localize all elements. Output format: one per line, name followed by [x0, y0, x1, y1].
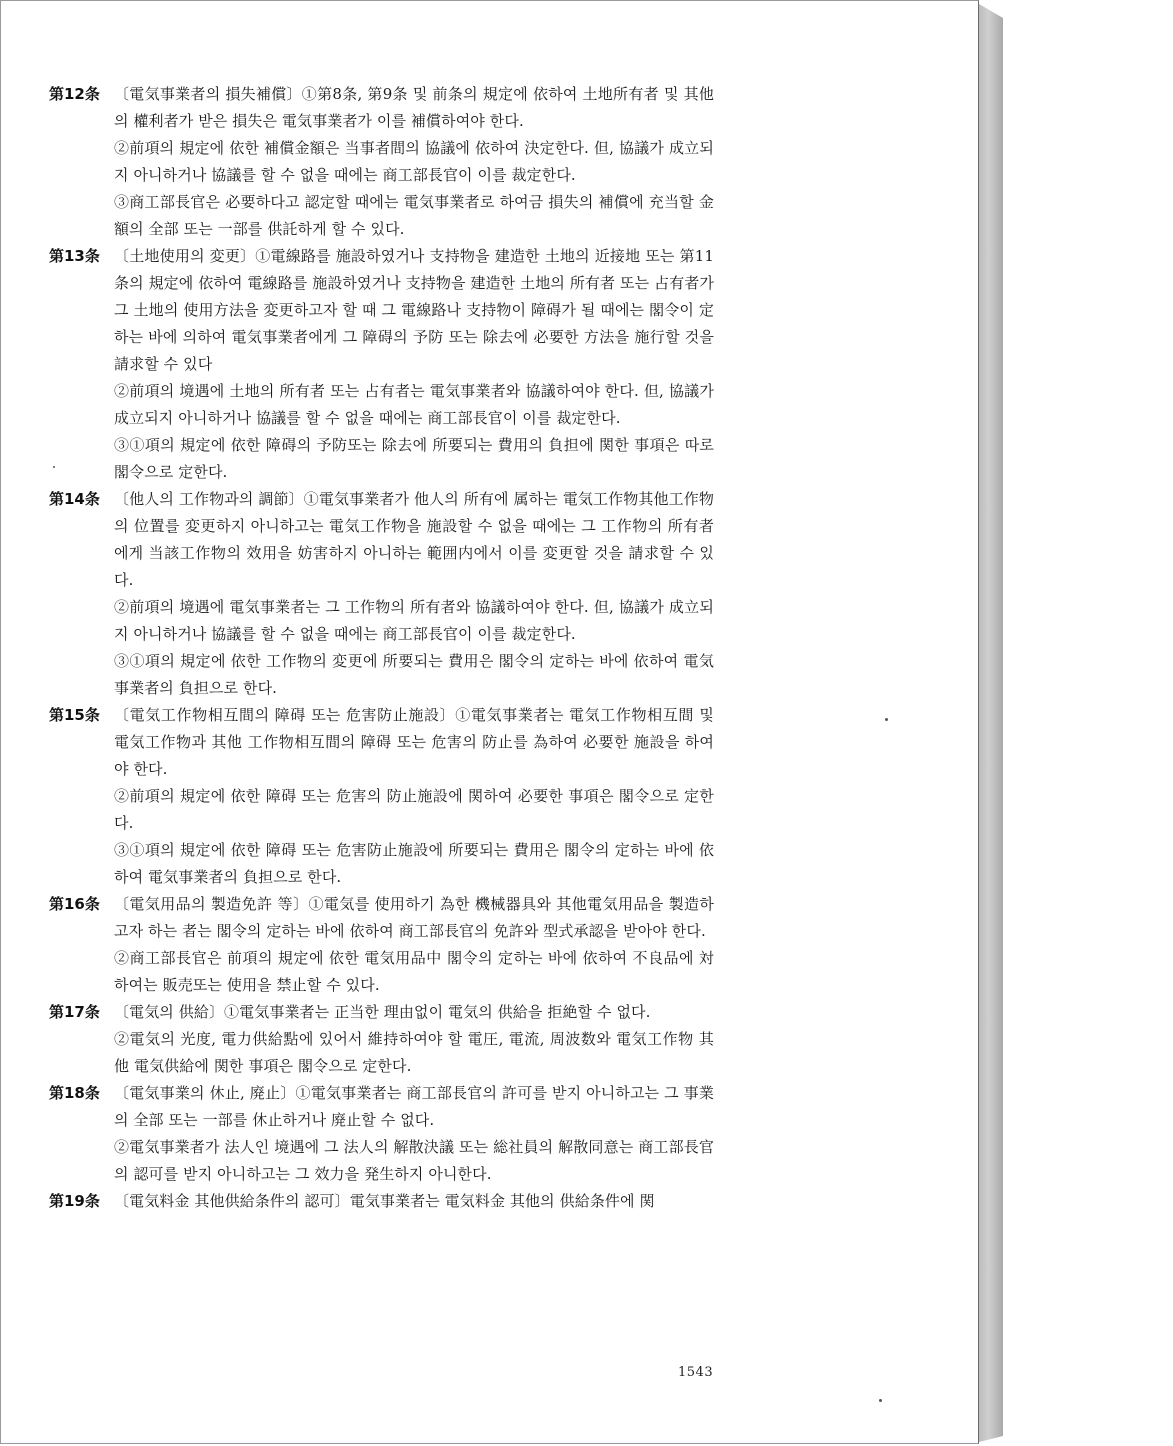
article-paragraph: ②前項의 規定에 依한 障碍 또는 危害의 防止施設에 関하여 必要한 事項은 閣令으로 定한다.	[114, 787, 714, 832]
article-number: 第16条	[49, 895, 100, 913]
article-number: 第19条	[49, 1192, 100, 1210]
article-paragraph: 〔電気用品의 製造免許 等〕①電気를 使用하기 為한 機械器具와 其他電気用品을 製造하고자 하는 者는 閣令의 定하는 바에 依하여 商工部長官의 免許와 型式承認을 받아야 한다.	[114, 895, 714, 940]
page-number: 1543	[678, 1365, 714, 1380]
article-paragraph: 〔電気工作物相互間의 障碍 또는 危害防止施設〕①電気事業者는 電気工作物相互間 및 電気工作物과 其他 工作物相互間의 障碍 또는 危害의 防止를 為하여 必要한 施設을 하여야 한다.	[114, 706, 714, 778]
article-paragraph: ②商工部長官은 前項의 規定에 依한 電気用品中 閣令의 定하는 바에 依하여 不良品에 対하여는 販売또는 使用을 禁止할 수 있다.	[114, 949, 714, 994]
article-paragraph: ③①項의 規定에 依한 障碍 또는 危害防止施設에 所要되는 費用은 閣令의 定하는 바에 依하여 電気事業者의 負担으로 한다.	[114, 841, 714, 886]
article-paragraph: 〔他人의 工作物과의 調節〕①電気事業者가 他人의 所有에 属하는 電気工作物其他工作物의 位置를 変更하지 아니하고는 電気工作物을 施設할 수 없을 때에는 그 工作物의 所有者에게 当該工作物의 效用을 妨害하지 아니하는 範囲内에서 이를 変更할 것을 請求할 수 있다.	[114, 490, 714, 589]
article-13	[49, 243, 714, 486]
article-paragraph: ②前項의 規定에 依한 補償金額은 当事者間의 協議에 依하여 決定한다. 但, 協議가 成立되지 아니하거나 協議를 할 수 없을 때에는 商工部長官이 이를 裁定한다.	[114, 139, 714, 184]
article-paragraph: ②前項의 境遇에 土地의 所有者 또는 占有者는 電気事業者와 協議하여야 한다. 但, 協議가 成立되지 아니하거나 協議를 할 수 없을 때에는 商工部長官이 이를 裁定한다.	[114, 382, 714, 427]
article-number: 第18条	[49, 1084, 100, 1102]
page-stack-edge	[979, 4, 1003, 1442]
article-number: 第15条	[49, 706, 100, 724]
article-paragraph: 〔電気料金 其他供給条件의 認可〕電気事業者는 電気料金 其他의 供給条件에 関	[114, 1192, 655, 1210]
article-paragraph: ③①項의 規定에 依한 工作物의 変更에 所要되는 費用은 閣令의 定하는 바에 依하여 電気事業者의 負担으로 한다.	[114, 652, 714, 697]
article-paragraph: 〔電気事業者의 損失補償〕①第8条, 第9条 및 前条의 規定에 依하여 土地所有者 및 其他의 權利者가 받은 損失은 電気事業者가 이를 補償하여야 한다.	[114, 85, 714, 130]
scan-speck	[53, 466, 55, 468]
article-paragraph: 〔土地使用의 変更〕①電線路를 施設하였거나 支持物을 建造한 土地의 近接地 또는 第11条의 規定에 依하여 電線路를 施設하였거나 支持物을 建造한 土地의 所有者 또는 占有者가 그 土地의 使用方法을 変更하고자 할 때 그 電線路나 支持物이 障碍가 될 때에는 閣令이 定하는 바에 의하여 電気事業者에게 그 障碍의 予防 또는 除去에 必要한 方法을 施行할 것을 請求할 수 있다	[114, 247, 714, 373]
article-15	[49, 702, 714, 891]
scan-speck	[879, 1399, 882, 1402]
article-list	[49, 81, 714, 1215]
article-number: 第14条	[49, 490, 100, 508]
article-19	[49, 1188, 714, 1215]
article-number: 第17条	[49, 1003, 100, 1021]
article-number: 第12条	[49, 85, 100, 103]
article-16	[49, 891, 714, 999]
article-paragraph: ②前項의 境遇에 電気事業者는 그 工作物의 所有者와 協議하여야 한다. 但, 協議가 成立되지 아니하거나 協議를 할 수 없을 때에는 商工部長官이 이를 裁定한다.	[114, 598, 714, 643]
article-paragraph: 〔電気의 供給〕①電気事業者는 正当한 理由없이 電気의 供給을 拒絶할 수 없다.	[114, 1003, 651, 1021]
article-18	[49, 1080, 714, 1188]
article-14	[49, 486, 714, 702]
article-paragraph: ③商工部長官은 必要하다고 認定할 때에는 電気事業者로 하여금 損失의 補償에 充当할 金額의 全部 또는 一部를 供託하게 할 수 있다.	[114, 193, 714, 238]
article-paragraph: ③①項의 規定에 依한 障碍의 予防또는 除去에 所要되는 費用의 負担에 関한 事項은 따로 閣令으로 定한다.	[114, 436, 714, 481]
article-paragraph: ②電気事業者가 法人인 境遇에 그 法人의 解散決議 또는 総社員의 解散同意는 商工部長官의 認可를 받지 아니하고는 그 效力을 発生하지 아니한다.	[114, 1138, 714, 1183]
scan-speck	[885, 718, 888, 721]
article-17	[49, 999, 714, 1080]
article-number: 第13条	[49, 247, 100, 265]
article-paragraph: 〔電気事業의 休止, 廃止〕①電気事業者는 商工部長官의 許可를 받지 아니하고는 그 事業의 全部 또는 一部를 休止하거나 廃止할 수 없다.	[114, 1084, 714, 1129]
article-paragraph: ②電気의 光度, 電力供給點에 있어서 維持하여야 할 電圧, 電流, 周波数와 電気工作物 其他 電気供給에 関한 事項은 閣令으로 定한다.	[114, 1030, 714, 1075]
article-12	[49, 81, 714, 243]
